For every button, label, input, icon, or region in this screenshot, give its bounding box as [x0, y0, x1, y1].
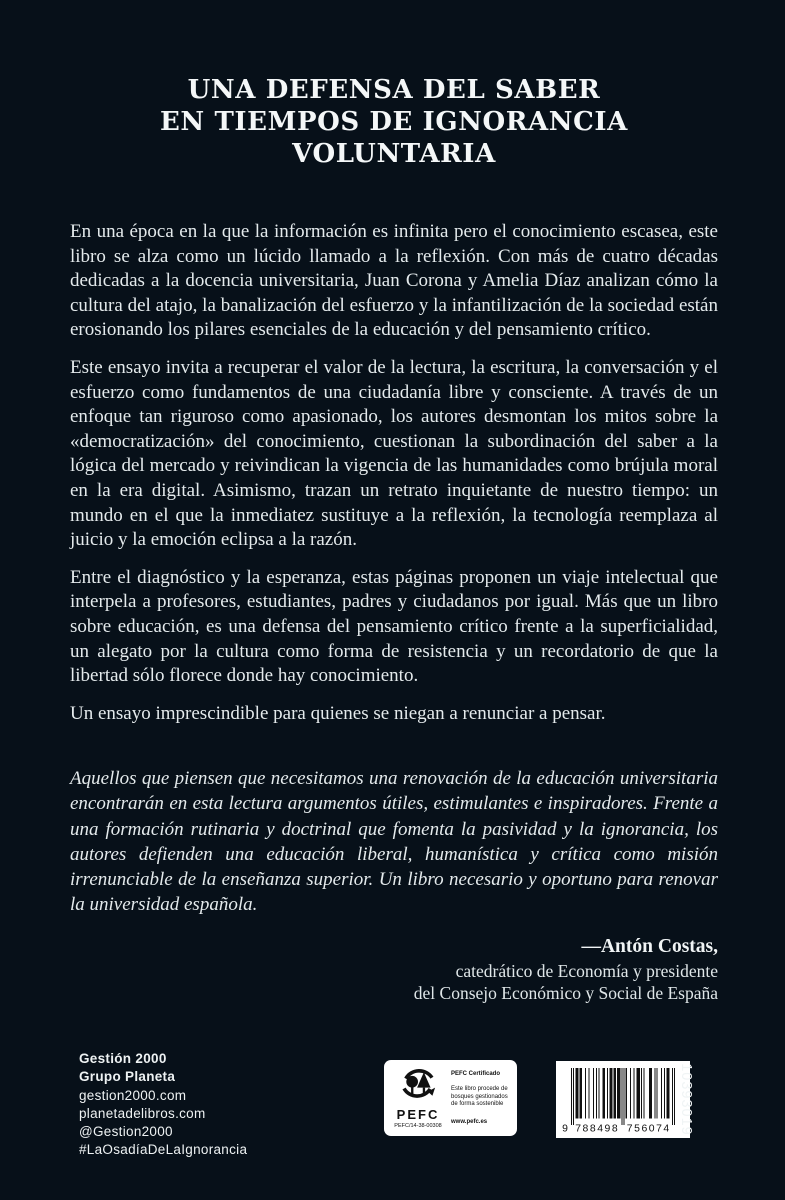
publisher-group: Grupo Planeta	[79, 1069, 176, 1085]
product-code-vertical: 10393019	[678, 1063, 694, 1136]
pefc-certified-label: PEFC Certificado	[451, 1071, 501, 1078]
publisher-hashtag: #LaOsadíaDeLaIgnorancia	[79, 1142, 248, 1158]
barcode-bars	[571, 1068, 675, 1125]
title-line-1: UNA DEFENSA DEL SABER	[187, 75, 601, 105]
publisher-block	[79, 1050, 247, 1160]
pefc-claim-text: Este libro procede de bosques gestionados de forma sostenible	[451, 1086, 508, 1108]
isbn-barcode	[556, 1061, 690, 1138]
cover-text-column	[70, 0, 718, 1005]
synopsis	[70, 220, 718, 726]
barcode-digits-group-1: 788498	[575, 1122, 620, 1133]
synopsis-paragraph: Este ensayo invita a recuperar el valor de la lectura, la escritura, la conversación y el esfuerzo como fundamentos de una ciudadanía libre y consciente. A través de un enfoque tan riguroso como apasionado, los autores desmontan los mitos sobre la «democratización» del conocimiento, cuestionan la subordinación del saber a la lógica del mercado y reivindican la vigencia de las humanidades como brújula moral en la era digital. Asimismo, trazan un retrato inquietante de nuestro tiempo: un mundo en el que la inmediatez sustituye a la reflexión, la tecnología reemplaza al juicio y la emoción eclipsa a la razón.	[70, 356, 718, 551]
publisher-website-1: gestion2000.com	[79, 1087, 187, 1103]
title-line-2: EN TIEMPOS DE IGNORANCIA VOLUNTARIA	[160, 107, 628, 169]
synopsis-paragraph: Un ensayo imprescindible para quienes se niegan a renunciar a pensar.	[70, 702, 606, 724]
publisher-social-handle: @Gestion2000	[79, 1124, 173, 1140]
page-title	[70, 74, 718, 170]
pefc-license-number: PEFC/14-38-00308	[394, 1123, 442, 1129]
pefc-text-column	[446, 1070, 511, 1126]
barcode-lead-digit: 9	[562, 1122, 568, 1133]
pefc-logo-word: PEFC	[396, 1107, 440, 1122]
review-section	[70, 766, 718, 1004]
pefc-trees-icon	[396, 1089, 440, 1106]
barcode-digits-group-2: 756074	[626, 1122, 671, 1133]
review-author: —Antón Costas,	[581, 935, 718, 957]
publisher-website-2: planetadelibros.com	[79, 1105, 206, 1121]
publisher-imprint: Gestión 2000	[79, 1051, 167, 1066]
review-author-role-line-1: catedrático de Economía y presidente	[455, 960, 718, 981]
pefc-logo-column	[390, 1066, 446, 1130]
pefc-certification-label	[384, 1060, 517, 1136]
review-attribution	[70, 934, 718, 1005]
review-author-role-line-2: del Consejo Económico y Social de España	[413, 983, 718, 1003]
synopsis-paragraph: En una época en la que la información es infinita pero el conocimiento escasea, este libro se alza como un lúcido llamado a la reflexión. Con más de cuatro décadas dedicadas a la docencia universitaria, Juan Corona y Amelia Díaz analizan cómo la cultura del atajo, la banalización del esfuerzo y la infantilización de la sociedad están erosionando los pilares esenciales de la educación y del pensamiento crítico.	[70, 221, 718, 341]
synopsis-paragraph: Entre el diagnóstico y la esperanza, estas páginas proponen un viaje intelectual que interpela a profesores, estudiantes, padres y ciudadanos por igual. Más que un libro sobre educación, es una defensa del pensamiento crítico frente a la superficialidad, un alegato por la cultura como forma de resistencia y un recordatorio de que la libertad sólo florece donde hay conocimiento.	[70, 566, 718, 687]
review-quote-text: Aquellos que piensen que necesitamos una renovación de la educación universitaria encontrarán en esta lectura argumentos útiles, estimulantes e inspiradores. Frente a una formación rutinaria y doctrinal que fomenta la pasividad y la ignorancia, los autores defienden una educación liberal, humanística y crítica como misión irrenunciable de la enseñanza superior. Un libro necesario y oportuno para renovar la universidad española.	[70, 768, 718, 916]
pefc-url: www.pefc.es	[451, 1118, 488, 1125]
